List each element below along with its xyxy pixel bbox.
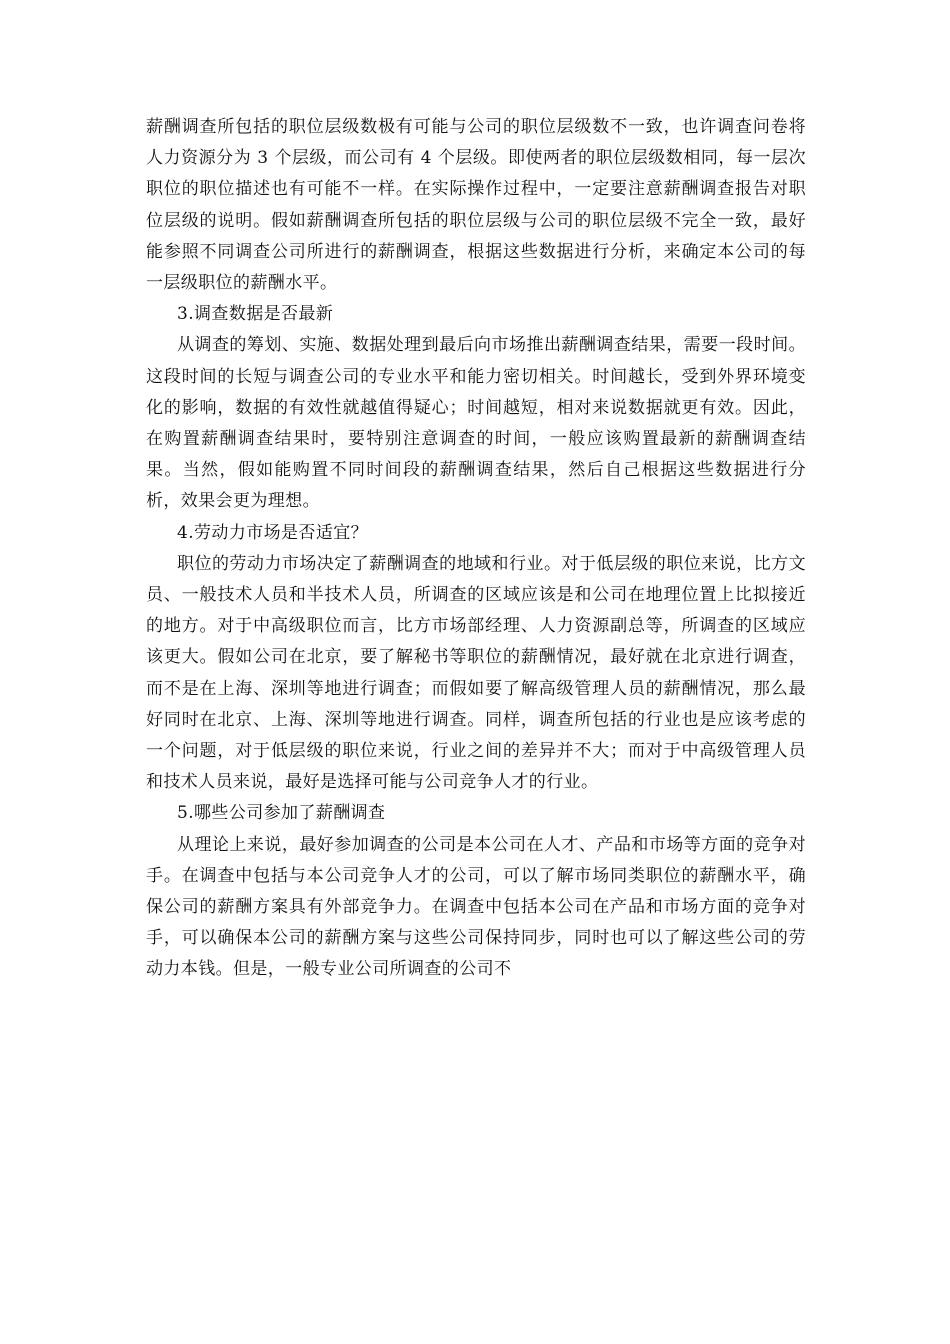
paragraph-data-freshness: 从调查的筹划、实施、数据处理到最后向市场推出薪酬调查结果，需要一段时间。这段时间的长短与调查公司的专业水平和能力密切相关。时间越长，受到外界环境变化的影响，数据的有效性就越值得疑心；时间越短，相对来说数据就更有效。因此，在购置薪酬调查结果时，要特别注意调查的时间，一般应该购置最新的薪酬调查结果。当然，假如能购置不同时间段的薪酬调查结果，然后自己根据这些数据进行分析，效果会更为理想。 bbox=[146, 335, 806, 512]
heading-labor-market: 4.劳动力市场是否适宜？ bbox=[177, 522, 369, 543]
paragraph-participating-companies: 从理论上来说，最好参加调查的公司是本公司在人才、产品和市场等方面的竞争对手。在调查中包括与本公司竞争人才的公司，可以了解市场同类职位的薪酬水平，确保公司的薪酬方案具有外部竞争力。在调查中包括本公司在产品和市场方面的竞争对手，可以确保本公司的薪酬方案与这些公司保持同步，同时也可以了解这些公司的劳动力本钱。但是，一般专业公司所调查的公司不 bbox=[146, 834, 806, 980]
paragraph-job-level-mismatch: 薪酬调查所包括的职位层级数极有可能与公司的职位层级数不一致，也许调查问卷将人力资源分为 3 个层级，而公司有 4 个层级。即使两者的职位层级数相同，每一层次职位的职位描述也有可能不一样。在实际操作过程中，一定要注意薪酬调查报告对职位层级的说明。假如薪酬调查所包括的职位层级与公司的职位层级不完全一致，最好能参照不同调查公司所进行的薪酬调查，根据这些数据进行分析，来确定本公司的每一层级职位的薪酬水平。 bbox=[146, 117, 806, 294]
document-body bbox=[146, 112, 806, 986]
heading-data-freshness: 3.调查数据是否最新 bbox=[177, 304, 334, 325]
heading-participating-companies: 5.哪些公司参加了薪酬调查 bbox=[177, 803, 386, 824]
paragraph-labor-market: 职位的劳动力市场决定了薪酬调查的地域和行业。对于低层级的职位来说，比方文员、一般技术人员和半技术人员，所调查的区域应该是和公司在地理位置上比拟接近的地方。对于中高级职位而言，比方市场部经理、人力资源副总等，所调查的区域应该更大。假如公司在北京，要了解秘书等职位的薪酬情况，最好就在北京进行调查，而不是在上海、深圳等地进行调查；而假如要了解高级管理人员的薪酬情况，那么最好同时在北京、上海、深圳等地进行调查。同样，调查所包括的行业也是应该考虑的一个问题，对于低层级的职位来说，行业之间的差异并不大；而对于中高级管理人员和技术人员来说，最好是选择可能与公司竞争人才的行业。 bbox=[146, 553, 806, 793]
